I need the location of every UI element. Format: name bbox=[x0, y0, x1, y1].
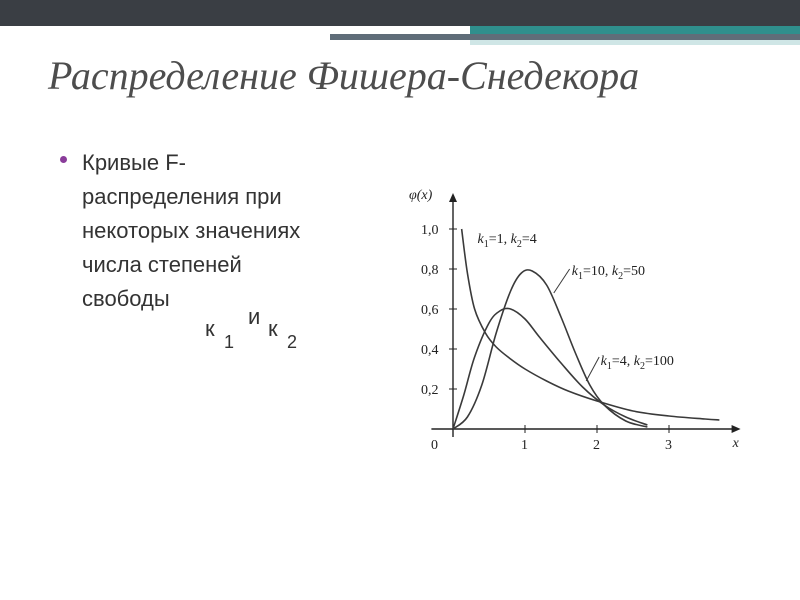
k1-subscript: 1 bbox=[224, 332, 235, 352]
bullet-dot bbox=[60, 156, 67, 163]
series-label: $k_1=4$, $k_2=100$ bbox=[600, 354, 674, 372]
accent-stripe-teal bbox=[470, 26, 800, 34]
x-tick-label: 3 bbox=[665, 438, 672, 453]
accent-stripe-light bbox=[470, 40, 800, 45]
top-bar bbox=[0, 0, 800, 26]
y-tick-label: 0,8 bbox=[421, 263, 439, 278]
y-axis-title: φ(x) bbox=[409, 188, 433, 203]
k1-letter: к bbox=[205, 316, 215, 341]
f-distribution-chart bbox=[380, 185, 780, 470]
x-tick-label: 2 bbox=[593, 438, 600, 453]
series-label: $k_1=1$, $k_2=4$ bbox=[477, 232, 537, 250]
y-tick-label: 0,2 bbox=[421, 383, 439, 398]
and-word: и bbox=[248, 304, 261, 329]
y-tick-label: 1,0 bbox=[421, 223, 439, 238]
x-tick-label: 1 bbox=[521, 438, 528, 453]
bullet-text: Кривые F- распределения при некоторых значениях числа степеней свободы bbox=[82, 150, 301, 311]
y-tick-label: 0,4 bbox=[421, 343, 439, 358]
k2-letter: к bbox=[268, 316, 278, 341]
y-tick-label: 0,6 bbox=[421, 303, 439, 318]
x-axis-title: x bbox=[732, 436, 739, 451]
x-tick-label: 0 bbox=[431, 438, 438, 453]
series-label: $k_1=10$, $k_2=50$ bbox=[571, 264, 646, 282]
slide-title: Распределение Фишера-Снедекора bbox=[48, 53, 640, 98]
k2-subscript: 2 bbox=[287, 332, 298, 352]
bullet-item bbox=[60, 146, 380, 316]
